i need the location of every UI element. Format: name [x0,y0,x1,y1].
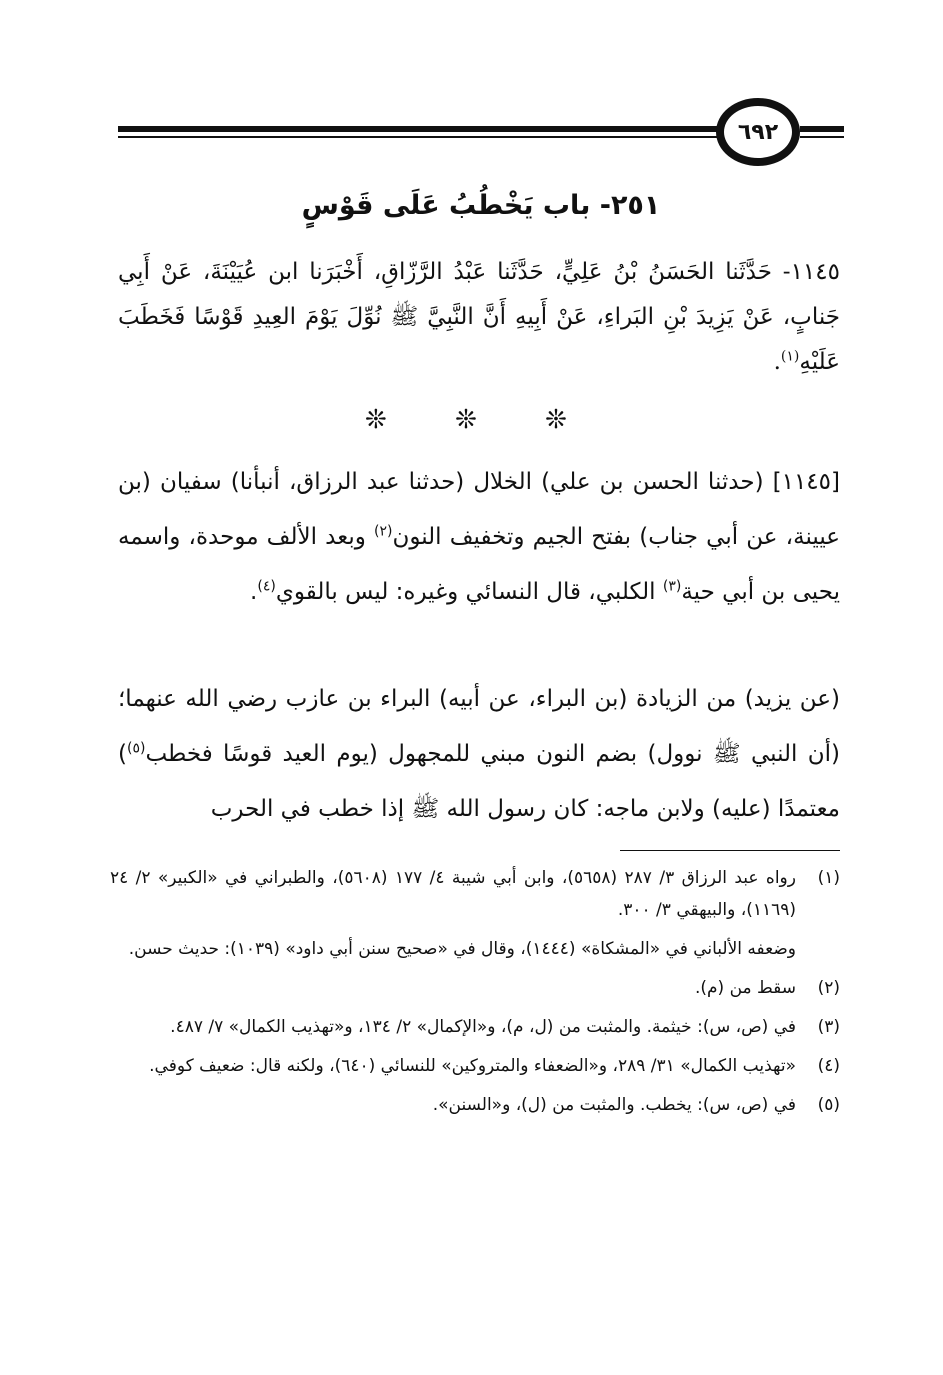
footnote-ref: (٤) [257,578,276,595]
commentary-text: [١١٤٥] (حدثنا الحسن بن علي) الخلال (حدثنا عبد الرزاق، أنبأنا) سفيان (بن عيينة، عن أبي جناب) بفتح الجيم وتخفيف النون [118,469,840,550]
footnote-item [110,862,840,926]
footnote-separator [620,850,840,851]
header-rule-thin-right [800,136,844,138]
footnotes [110,862,840,1128]
commentary-text: الكلبي، قال النسائي وغيره: ليس بالقوي [275,579,663,605]
footnote-number: (٢) [817,978,840,998]
footnote-number: (١) [817,868,840,888]
footnote-ref: (٥) [126,740,146,757]
footnote-number: (٤) [817,1056,840,1076]
footnote-text: «تهذيب الكمال» ٣١/ ٢٨٩، و«الضعفاء والمتروكين» للنسائي (٦٤٠)، ولكنه قال: ضعيف كوفي. [149,1056,796,1076]
commentary-paragraph-1: [١١٤٥] (حدثنا الحسن بن علي) الخلال (حدثنا عبد الرزاق، أنبأنا) سفيان (بن عيينة، عن أبي جناب) بفتح الجيم وتخفيف النون$^{(٢)}$ وبعد الألف موحدة، واسمه يحيى بن أبي حية$^{(٣)}$ الكلبي، قال النسائي وغيره: ليس بالقوي$^{(٤)}$. [118,469,840,605]
footnote-item-continuation [110,933,840,965]
footnote-text: وضعفه الألباني في «المشكاة» (١٤٤٤)، وقال في «صحيح سنن أبي داود» (١٠٣٩): حديث حسن. [128,939,796,959]
footnote-number: (٥) [817,1095,840,1115]
hadith-body: ١١٤٥- حَدَّثَنا الحَسَنُ بْنُ عَلِيٍّ، حَدَّثَنا عَبْدُ الرَّزّاقِ، أَخْبَرَنا ابن عُيَيْنَةَ، عَنْ أَبِي جَنابٍ، عَنْ يَزِيدَ بْنِ البَراءِ، عَنْ أَبِيهِ أَنَّ النَّبِيَّ ﷺ نُوِّلَ يَوْمَ العِيدِ قَوْسًا فَخَطَبَ عَلَيْهِ [118,259,840,375]
commentary-text: ) معتمدًا (عليه) ولابن ماجه: كان رسول الله ﷺ إذا خطب في الحرب [118,741,840,822]
footnote-text: رواه عبد الرزاق ٣/ ٢٨٧ (٥٦٥٨)، وابن أبي شيبة ٤/ ١٧٧ (٥٦٠٨)، والطبراني في «الكبير» ٢/ ٢٤ (١١٦٩)، والبيهقي ٣/ ٣٠٠. [110,868,796,920]
commentary-text: وبعد الألف موحدة، واسمه يحيى بن أبي حية [118,524,840,605]
header-rule-thin [118,136,718,138]
hadith-text: ١١٤٥- حَدَّثَنا الحَسَنُ بْنُ عَلِيٍّ، حَدَّثَنا عَبْدُ الرَّزّاقِ، أَخْبَرَنا ابن عُيَيْنَةَ، عَنْ أَبِي جَنابٍ، عَنْ يَزِيدَ بْنِ البَراءِ، عَنْ أَبِيهِ أَنَّ النَّبِيَّ ﷺ نُوِّلَ يَوْمَ العِيدِ قَوْسًا فَخَطَبَ عَلَيْهِ$^{(١)}$. [118,259,840,375]
section-separator: ❊ ❊ ❊ [365,405,597,435]
commentary-paragraph-2 [118,672,840,837]
header-rule-thick-right [800,126,844,132]
page-number: ٦٩٢ [716,98,800,166]
footnote-ref: (٢) [373,523,393,540]
footnote-item [110,1050,840,1082]
commentary-text: (عن يزيد) من الزيادة (بن البراء، عن أبيه) البراء بن عازب رضي الله عنهما؛ (أن النبي ﷺ نوول) بضم النون مبني للمجهول (يوم العيد قوسًا فخطب [118,686,840,767]
header-rule-thick [118,126,718,132]
footnote-text: في (ص، س): يخطب. والمثبت من (ل)، و«السنن». [432,1095,796,1115]
footnote-text: سقط من (م). [694,978,796,998]
footnote-number: (٣) [817,1017,840,1037]
footnote-item [110,1011,840,1043]
footnote-item [110,972,840,1004]
footnote-text: في (ص، س): خيثمة. والمثبت من (ل، م)، و«الإكمال» ٢/ ١٣٤، و«تهذيب الكمال» ٧/ ٤٨٧. [170,1017,796,1037]
footnote-item [110,1089,840,1121]
hadith-footnote-ref: (١) [780,348,800,365]
footnote-ref: (٣) [662,578,682,595]
chapter-title: ٢٥١- باب يَخْطُبُ عَلَى قَوْسٍ [301,190,661,221]
